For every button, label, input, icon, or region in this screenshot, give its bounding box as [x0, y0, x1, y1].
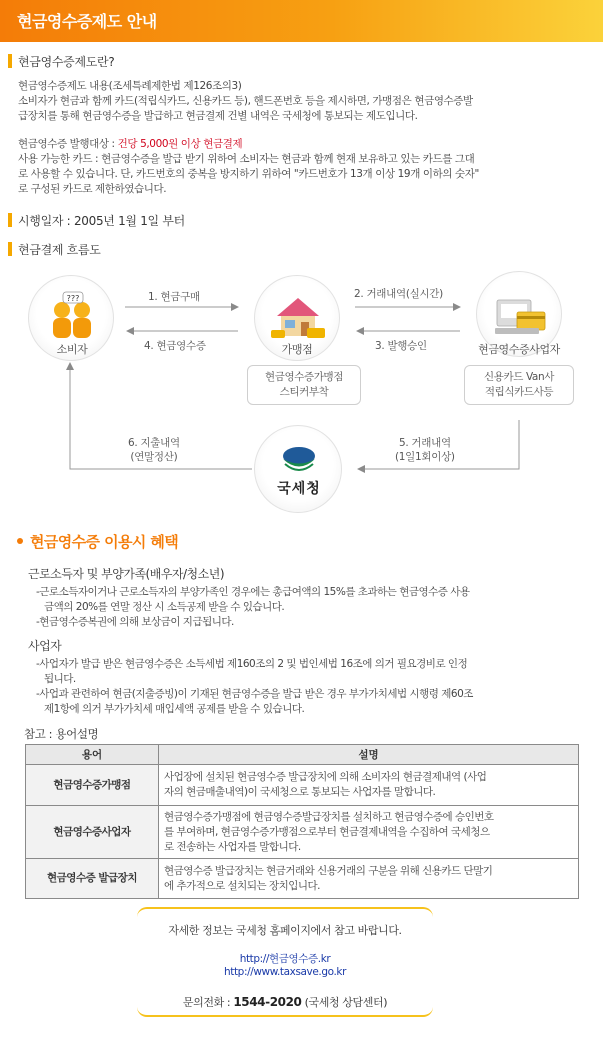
nts-node [254, 425, 342, 513]
benefits-title: 현금영수증 이용시 혜택 [30, 533, 179, 551]
benefit-item: -사업자가 발급 받은 현금영수증은 소득세법 제160조의 2 및 법인세법 16조에 의거 필요경비로 인정 [36, 658, 468, 670]
issuer-type-box [464, 365, 574, 405]
card-line: 로 구성된 카드로 제한하였습니다. [18, 183, 167, 195]
benefit-item: 됩니다. [44, 673, 76, 685]
intro-line: 소비자가 현금과 함께 카드(적립식카드, 신용카드 등), 핸드폰번호 등을 제시하면, 가맹점은 현금영수증발 [18, 95, 473, 107]
description-line: 에 추가적으로 설치되는 장치입니다. [164, 879, 320, 892]
benefit-item: -현금영수증복권에 의해 보상금이 지급됩니다. [36, 616, 234, 628]
benefit-item: 금액의 20%를 연말 정산 시 소득공제 받을 수 있습니다. [44, 601, 285, 613]
table-row [26, 806, 579, 859]
benefit-group-items [36, 585, 586, 630]
table-row [26, 859, 579, 899]
nts-label: 국세청 [277, 481, 321, 497]
column-header-description: 설명 [159, 745, 579, 765]
arrow-label-purchase: 1. 현금구매 [148, 291, 200, 303]
target-label: 현금영수증 발행대상 : [18, 138, 118, 150]
page-banner [0, 0, 603, 42]
link-hyeongeum-kr[interactable]: http://현금영수증.kr [239, 953, 331, 965]
phone-number[interactable]: 1544-2020 [233, 995, 302, 1009]
benefit-group-title: 근로소득자 및 부양가족(배우자/청소년) [28, 567, 225, 581]
section-bar [8, 242, 12, 256]
glossary-title: 참고 : 용어설명 [24, 727, 99, 741]
arrow-label-daily-report [395, 436, 455, 464]
nts-logo-icon [255, 426, 343, 514]
phone-note: (국세청 상담센터) [304, 996, 388, 1009]
description-line: 현금영수증가맹점에 현금영수증발급장치를 설치하고 현금영수증에 승인번호 [164, 810, 494, 823]
arrow-label-line: (연말정산) [130, 451, 178, 463]
section-heading-text: 시행일자 : 2005년 1월 1일 부터 [18, 214, 185, 228]
benefit-item: -사업과 관련하여 현금(지출증빙)이 기재된 현금영수증을 발급 받은 경우 부가가치세법 시행령 제60조 [36, 688, 473, 700]
term-cell: 현금영수증 발급장치 [26, 859, 159, 899]
issuer-label: 현금영수증사업자 [478, 343, 560, 356]
benefit-item: 제1항에 의거 부가가치세 매입세액 공제를 받을 수 있습니다. [44, 703, 305, 715]
phone-line [137, 994, 433, 1010]
contact-info-box [137, 907, 433, 1017]
intro-paragraph [18, 79, 590, 124]
term-cell: 현금영수증사업자 [26, 806, 159, 859]
target-value: 건당 5,000원 이상 현금결제 [117, 138, 243, 150]
arrow-label-receipt: 4. 현금영수증 [144, 340, 206, 352]
section-bar [8, 54, 12, 68]
section-heading-text: 현금영수증제도란? [18, 55, 115, 69]
description-line: 현금영수증 발급장치는 현금거래와 신용거래의 구분을 위해 신용카드 단말기 [164, 864, 493, 877]
section-heading-text: 현금결제 흐름도 [18, 243, 101, 257]
box-line: 현금영수증가맹점 [265, 371, 343, 383]
consumer-label: 소비자 [56, 343, 88, 356]
intro-line: 급장치를 통해 현금영수증을 발급하고 현금결제 건별 내역은 국세청에 통보되는 제도입니다. [18, 110, 418, 122]
arrow-label-transaction: 2. 거래내역(실시간) [354, 288, 443, 300]
arrow-label-line: 5. 거래내역 [398, 437, 451, 449]
arrow-label-line: 6. 지출내역 [128, 437, 180, 449]
term-cell: 현금영수증가맹점 [26, 765, 159, 806]
description-line: 사업장에 설치된 현금영수증 발급장치에 의해 소비자의 현금결제내역 (사업 [164, 771, 487, 783]
link-taxsave[interactable]: http://www.taxsave.go.kr [223, 966, 347, 978]
section-bar [8, 213, 12, 227]
benefit-group-items [36, 657, 586, 717]
column-header-term: 용어 [26, 745, 159, 765]
merchant-sticker-box [247, 365, 361, 405]
description-cell [159, 806, 579, 859]
description-line: 를 부여하며, 현금영수증가맹점으로부터 현금결제내역을 수집하여 국세청으 [164, 825, 490, 838]
consumer-bubble-text: ??? [66, 294, 80, 303]
description-cell [159, 765, 579, 806]
description-line: 로 전송하는 사업자를 말합니다. [164, 840, 301, 853]
target-paragraph [18, 137, 590, 197]
target-line [18, 137, 590, 152]
arrow-label-line: (1일1회이상) [395, 451, 455, 463]
cash-payment-flow-diagram [0, 265, 603, 505]
benefit-item: -근로소득자이거나 근로소득자의 부양가족인 경우에는 총급여액의 15%를 초과하는 현금영수증 사용 [36, 586, 470, 598]
arrow-label-approval: 3. 발행승인 [375, 340, 427, 352]
merchant-label: 가맹점 [281, 343, 313, 356]
card-line: 사용 가능한 카드 : 현금영수증을 발급 받기 위하여 소비자는 현금과 함께 현재 보유하고 있는 카드를 그대 [18, 153, 475, 165]
phone-label: 문의전화 : [182, 996, 231, 1009]
description-line: 자의 현금매출내역)이 국세청으로 통보되는 사업자를 말합니다. [164, 786, 436, 798]
table-row [26, 765, 579, 806]
info-notice: 자세한 정보는 국세청 홈페이지에서 참고 바랍니다. [168, 924, 402, 937]
card-line: 로 사용할 수 있습니다. 단, 카드번호의 중복을 방지하기 위하여 "카드번호가 13개 이상 19개 이하의 숫자" [18, 168, 479, 180]
box-line: 신용카드 Van사 [484, 371, 554, 383]
glossary-table [25, 744, 579, 899]
benefit-group-title: 사업자 [28, 639, 62, 653]
description-cell [159, 859, 579, 899]
page-title: 현금영수증제도 안내 [17, 12, 157, 31]
intro-line: 현금영수증제도 내용(조세특례제한법 제126조의3) [18, 80, 242, 92]
table-header-row [26, 745, 579, 765]
box-line: 스티커부착 [279, 386, 329, 398]
box-line: 적립식카드사등 [484, 386, 554, 398]
bullet-icon [17, 538, 23, 544]
arrow-label-expense-report [128, 436, 180, 464]
